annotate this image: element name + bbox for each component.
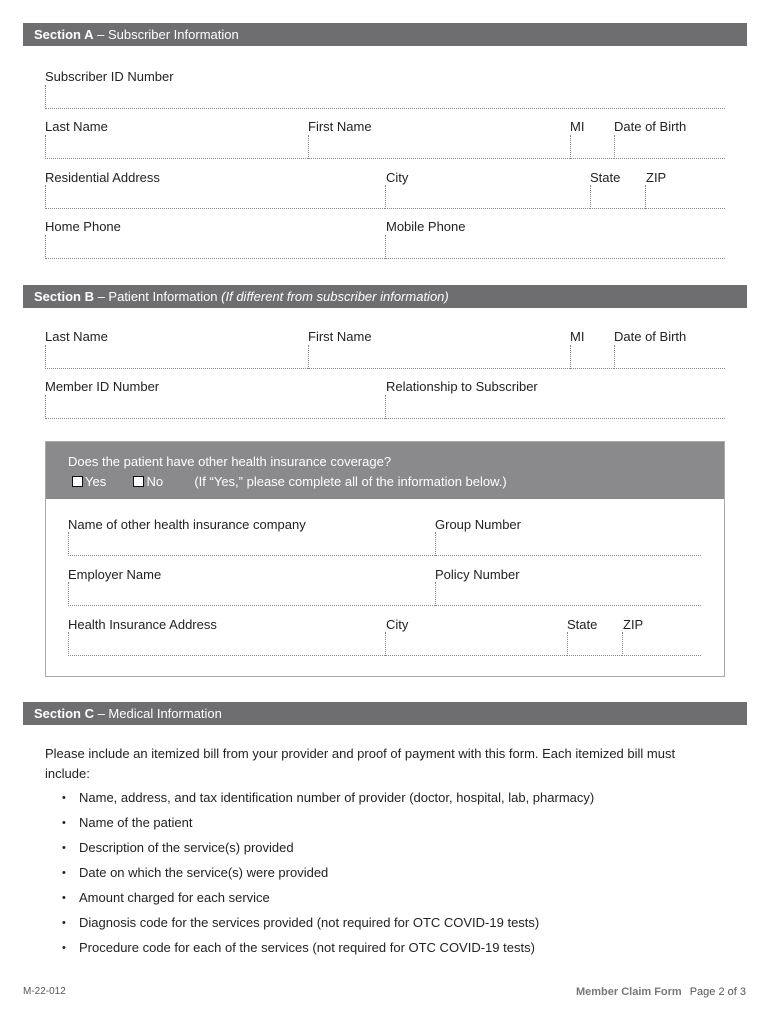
- medical-info-intro: Please include an itemized bill from your provider and proof of payment with this form. Each itemized bill must include:: [45, 746, 676, 781]
- insurance-address-field[interactable]: [68, 632, 385, 656]
- insurance-state-field[interactable]: [567, 632, 622, 656]
- mi-label: MI: [570, 119, 585, 134]
- other-coverage-question: Does the patient have other health insurance coverage?: [68, 454, 392, 469]
- insurance-company-field[interactable]: [68, 532, 435, 556]
- zip-field[interactable]: [645, 185, 725, 209]
- form-code: M-22-012: [23, 986, 66, 997]
- subscriber-id-field[interactable]: [45, 85, 725, 109]
- group-number-label: Group Number: [435, 517, 521, 532]
- employer-name-field[interactable]: [68, 582, 435, 606]
- address-label: Residential Address: [45, 170, 160, 185]
- patient-dob-field[interactable]: [614, 345, 725, 369]
- section-b-header: Section B – Patient Information (If different from subscriber information): [23, 285, 747, 308]
- other-coverage-header: [46, 442, 724, 499]
- home-phone-label: Home Phone: [45, 219, 121, 234]
- policy-number-label: Policy Number: [435, 567, 520, 582]
- other-coverage-options: [72, 474, 507, 489]
- last-name-field[interactable]: [45, 135, 308, 159]
- list-item: • Amount charged for each service: [62, 888, 594, 913]
- insurance-city-label: City: [386, 617, 409, 632]
- subscriber-id-label: Subscriber ID Number: [45, 69, 174, 84]
- other-coverage-note: (If “Yes,” please complete all of the information below.): [194, 474, 507, 489]
- home-phone-field[interactable]: [45, 235, 385, 259]
- list-item: • Name of the patient: [62, 813, 594, 838]
- list-item: • Diagnosis code for the services provided (not required for OTC COVID-19 tests): [62, 913, 594, 938]
- insurance-company-label: Name of other health insurance company: [68, 517, 306, 532]
- member-id-field[interactable]: [45, 395, 385, 419]
- patient-first-name-field[interactable]: [308, 345, 570, 369]
- last-name-label: Last Name: [45, 119, 108, 134]
- city-label: City: [386, 170, 409, 185]
- state-label: State: [590, 170, 621, 185]
- mobile-phone-field[interactable]: [385, 235, 725, 259]
- first-name-field[interactable]: [308, 135, 570, 159]
- section-c-header: Section C – Medical Information: [23, 702, 747, 725]
- list-item: • Description of the service(s) provided: [62, 838, 594, 863]
- yes-label: Yes: [85, 474, 107, 489]
- insurance-zip-field[interactable]: [622, 632, 701, 656]
- state-field[interactable]: [590, 185, 645, 209]
- list-item: • Procedure code for each of the services (not required for OTC COVID-19 tests): [62, 938, 594, 963]
- no-label: No: [146, 474, 164, 489]
- first-name-label: First Name: [308, 119, 372, 134]
- policy-number-field[interactable]: [435, 582, 701, 606]
- member-id-label: Member ID Number: [45, 379, 160, 394]
- address-field[interactable]: [45, 185, 385, 209]
- patient-last-name-field[interactable]: [45, 345, 308, 369]
- city-field[interactable]: [385, 185, 590, 209]
- no-checkbox[interactable]: [133, 476, 144, 487]
- dob-field[interactable]: [614, 135, 725, 159]
- employer-name-label: Employer Name: [68, 567, 162, 582]
- mi-field[interactable]: [570, 135, 614, 159]
- list-item: • Name, address, and tax identification number of provider (doctor, hospital, lab, pharmacy): [62, 788, 594, 813]
- yes-checkbox[interactable]: [72, 476, 83, 487]
- footer-title: [576, 986, 746, 998]
- dob-label: Date of Birth: [614, 119, 687, 134]
- relationship-label: Relationship to Subscriber: [386, 379, 538, 394]
- page-number: Page 2 of 3: [689, 986, 746, 998]
- insurance-zip-label: ZIP: [623, 617, 644, 632]
- insurance-state-label: State: [567, 617, 598, 632]
- list-item: • Date on which the service(s) were provided: [62, 863, 594, 888]
- insurance-address-label: Health Insurance Address: [68, 617, 217, 632]
- patient-mi-field[interactable]: [570, 345, 614, 369]
- form-title: Member Claim Form: [575, 986, 682, 998]
- insurance-city-field[interactable]: [385, 632, 567, 656]
- patient-dob-label: Date of Birth: [614, 329, 687, 344]
- section-a-header: Section A – Subscriber Information: [23, 23, 747, 46]
- relationship-field[interactable]: [385, 395, 725, 419]
- group-number-field[interactable]: [435, 532, 701, 556]
- patient-mi-label: MI: [570, 329, 585, 344]
- patient-last-name-label: Last Name: [45, 329, 108, 344]
- patient-first-name-label: First Name: [308, 329, 372, 344]
- itemized-bill-requirements: [62, 788, 594, 963]
- zip-label: ZIP: [646, 170, 667, 185]
- mobile-phone-label: Mobile Phone: [386, 219, 466, 234]
